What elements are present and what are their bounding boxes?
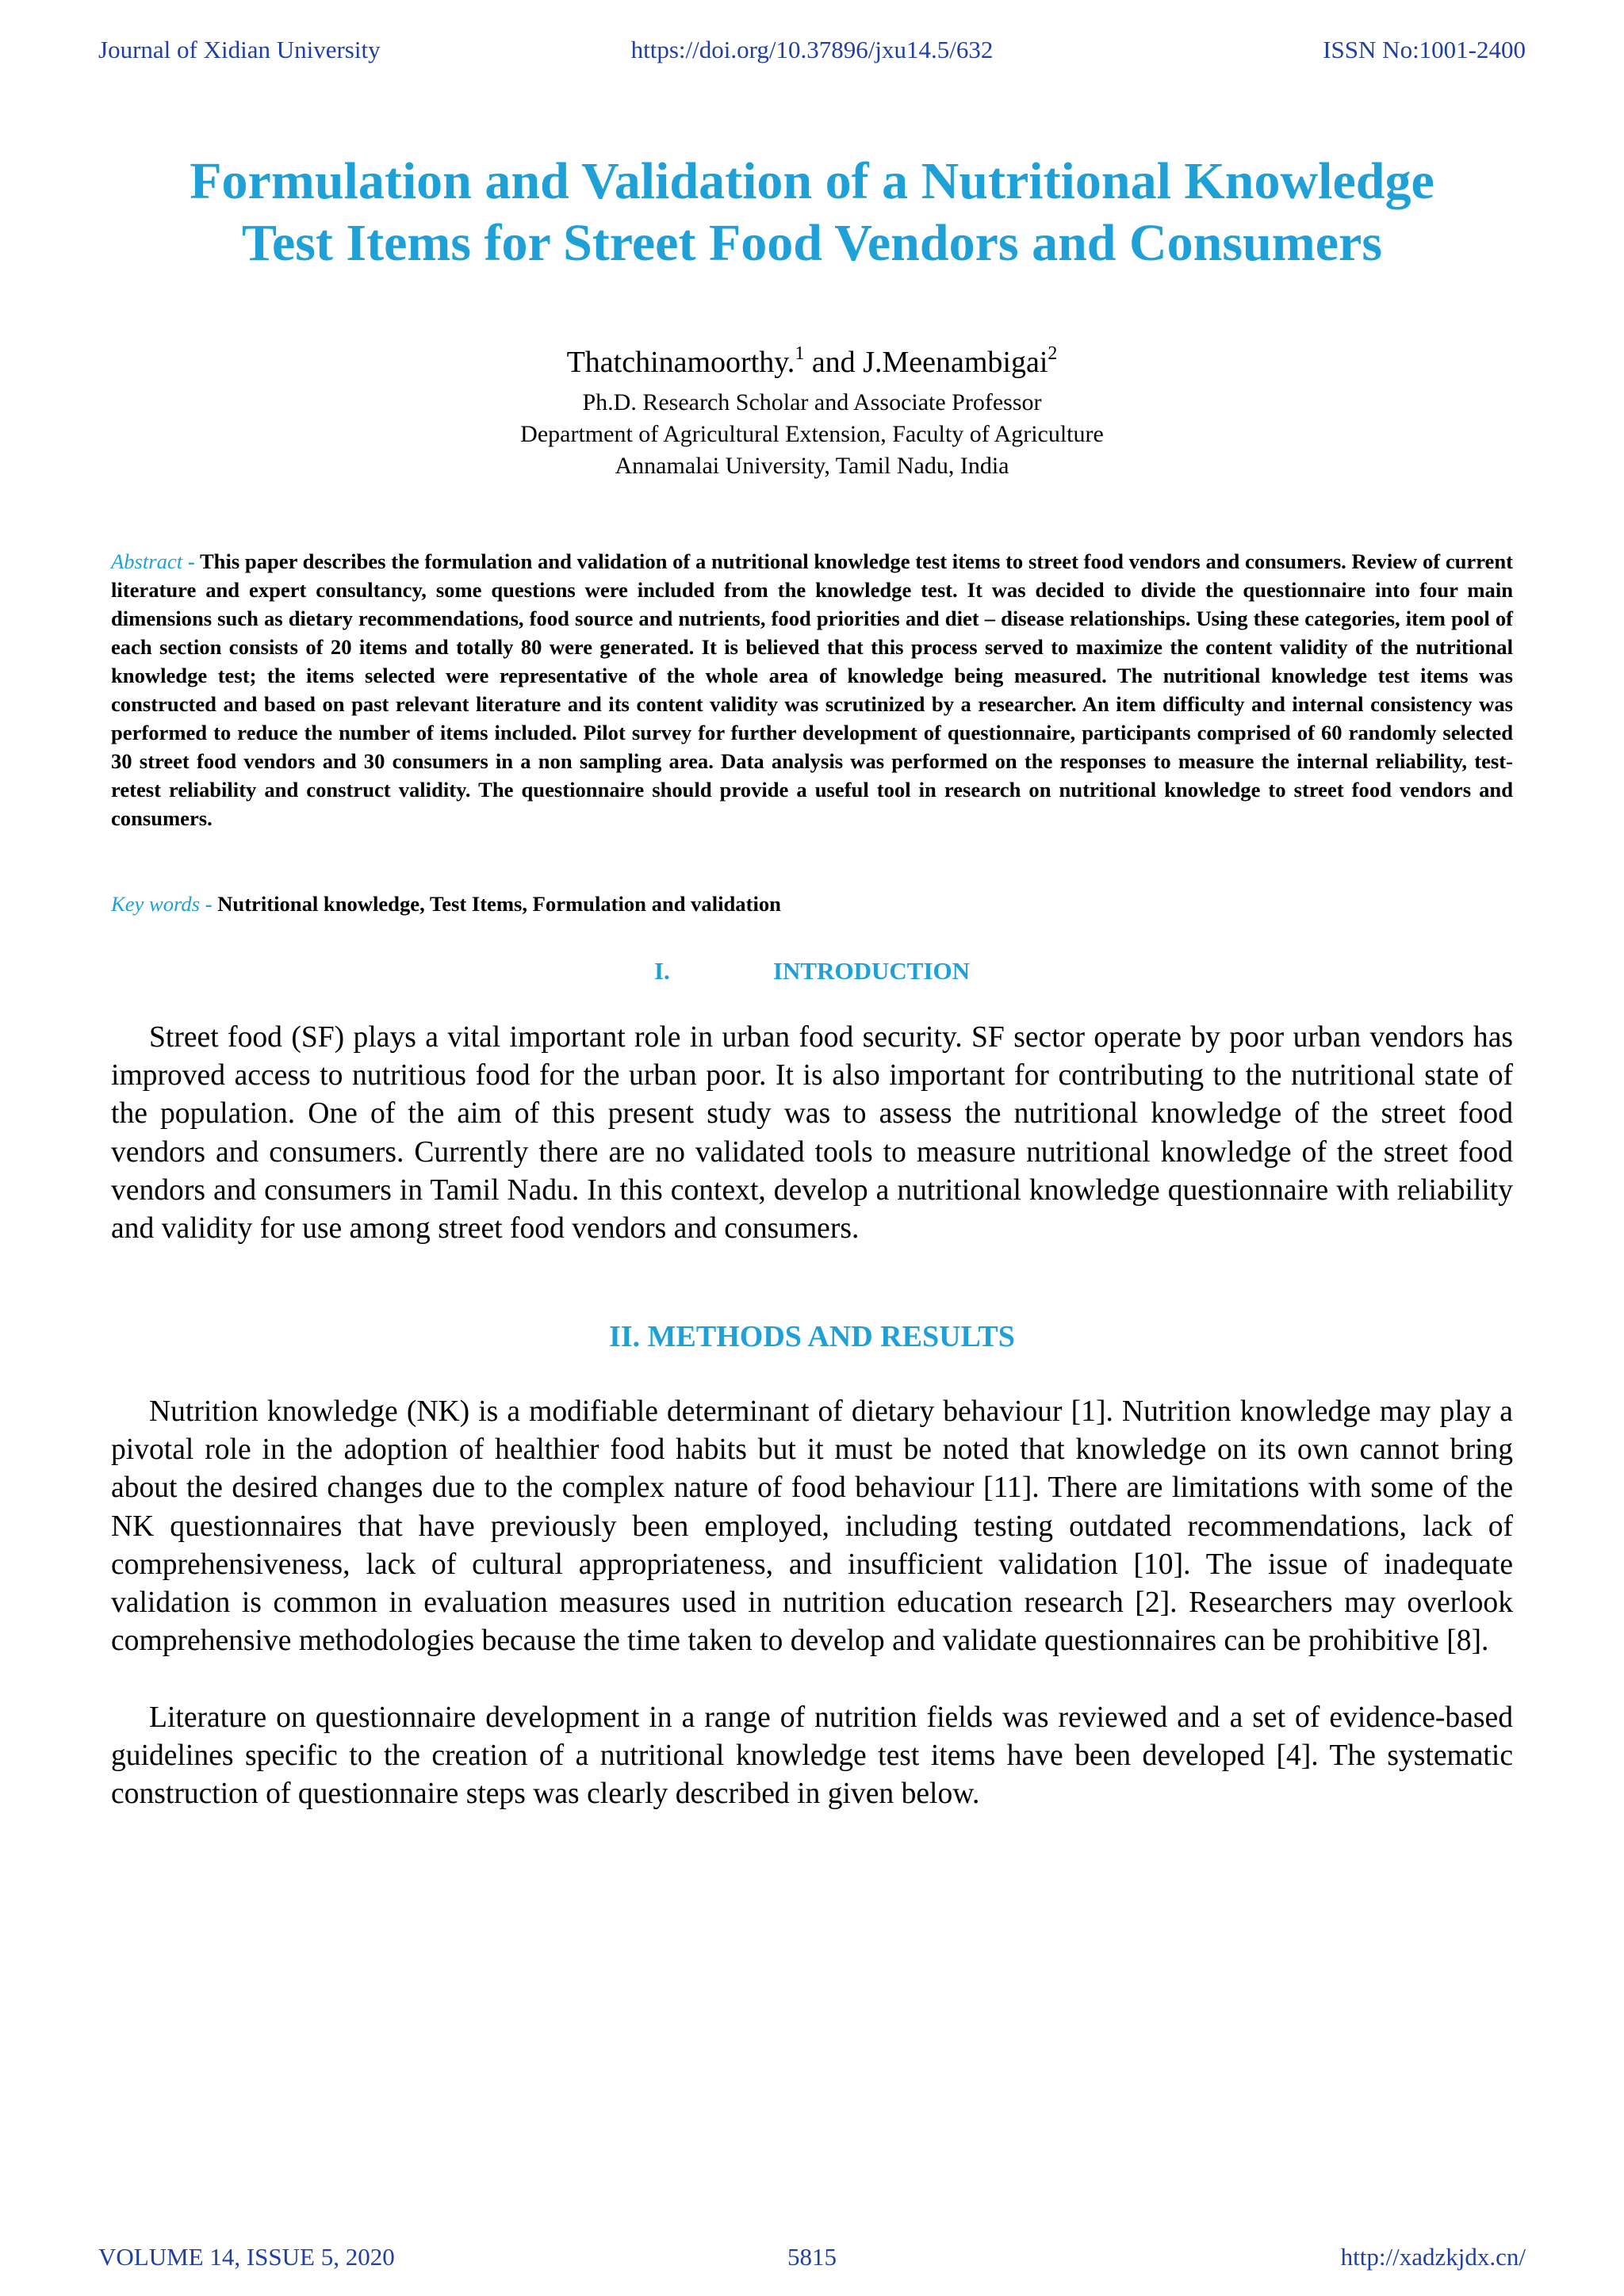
section-title-introduction: INTRODUCTION: [772, 957, 971, 985]
header-journal-name: Journal of Xidian University: [98, 36, 381, 63]
section-number-introduction: I.: [653, 957, 670, 985]
author-1-affiliation-mark: 1: [795, 343, 805, 364]
keywords: [111, 890, 1513, 918]
keywords-text: Nutritional knowledge, Test Items, Formulation and validation: [217, 892, 781, 916]
header-issn: ISSN No:1001-2400: [1323, 36, 1526, 63]
methods-paragraph-1: Nutrition knowledge (NK) is a modifiable determinant of dietary behaviour [1]. Nutrition knowledge may play a pivotal role in the adoption of healthier food habits but it must be noted that knowledge on its own cannot bring about the desired changes due to the complex nature of food behaviour [11]. There are limitations with some of the NK questionnaires that have previously been employed, including testing outdated recommendations, lack of comprehensiveness, lack of cultural appropriateness, and insufficient validation [10]. The issue of inadequate validation is common in evaluation measures used in nutrition education research [2]. Researchers may overlook comprehensive methodologies because the time taken to develop and validate questionnaires can be prohibitive [8].: [111, 1395, 1513, 1658]
footer-page-number: 5815: [787, 2243, 837, 2271]
abstract: [111, 547, 1513, 832]
introduction-paragraph-1: Street food (SF) plays a vital important role in urban food security. SF sector operate by poor urban vendors has improved access to nutritious food for the urban poor. It is also important for contributing to the nutritional state of the population. One of the aim of this present study was to assess the nutritional knowledge of the street food vendors and consumers. Currently there are no validated tools to measure nutritional knowledge of the street food vendors and consumers in Tamil Nadu. In this context, develop a nutritional knowledge questionnaire with reliability and validity for use among street food vendors and consumers.: [111, 1021, 1513, 1246]
author-2-affiliation-mark: 2: [1048, 343, 1058, 364]
affiliation-line-2: Department of Agricultural Extension, Faculty of Agriculture: [520, 421, 1104, 447]
section-heading-methods: II. METHODS AND RESULTS: [609, 1320, 1015, 1353]
paper-title: [111, 151, 1513, 274]
affiliation-line-1: Ph.D. Research Scholar and Associate Professor: [582, 389, 1042, 415]
author-connector: and: [804, 346, 864, 379]
abstract-dash: -: [182, 549, 200, 573]
affiliation-line-3: Annamalai University, Tamil Nadu, India: [615, 453, 1009, 479]
footer-volume-issue: VOLUME 14, ISSUE 5, 2020: [98, 2243, 395, 2271]
header-doi-link[interactable]: https://doi.org/10.37896/jxu14.5/632: [630, 36, 994, 63]
author-1-name: Thatchinamoorthy.: [566, 346, 795, 379]
paper-title-line-1: Formulation and Validation of a Nutritional Knowledge: [190, 152, 1434, 210]
footer-journal-url[interactable]: http://xadzkjdx.cn/: [1340, 2243, 1526, 2271]
author-2-name: J.Meenambigai: [863, 346, 1048, 379]
section-heading-introduction: [0, 955, 1624, 987]
abstract-label: Abstract: [111, 549, 183, 573]
keywords-dash: -: [200, 892, 218, 916]
paper-title-line-2: Test Items for Street Food Vendors and Consumers: [241, 214, 1382, 272]
methods-paragraph-2: Literature on questionnaire development in a range of nutrition fields was reviewed and a set of evidence-based guidelines specific to the creation of a nutritional knowledge test items have been developed [4]. The systematic construction of questionnaire steps was clearly described in given below.: [111, 1701, 1513, 1811]
keywords-label: Key words: [111, 892, 201, 916]
author-list: [0, 344, 1624, 381]
abstract-text: This paper describes the formulation and validation of a nutritional knowledge test items to street food vendors and consumers. Review of current literature and expert consultancy, some questions were included from the knowledge test. It was decided to divide the questionnaire into four main dimensions such as dietary recommendations, food source and nutrients, food priorities and diet – disease relationships. Using these categories, item pool of each section consists of 20 items and totally 80 were generated. It is believed that this process served to maximize the content validity of the nutritional knowledge test; the items selected were representative of the whole area of knowledge being measured. The nutritional knowledge test items was constructed and based on past relevant literature and its content validity was scrutinized by a researcher. An item difficulty and internal consistency was performed to reduce the number of items included. Pilot survey for further development of questionnaire, participants comprised of 60 randomly selected 30 street food vendors and 30 consumers in a non sampling area. Data analysis was performed on the responses to measure the internal reliability, test-retest reliability and construct validity. The questionnaire should provide a useful tool in research on nutritional knowledge to street food vendors and consumers.: [111, 549, 1513, 830]
